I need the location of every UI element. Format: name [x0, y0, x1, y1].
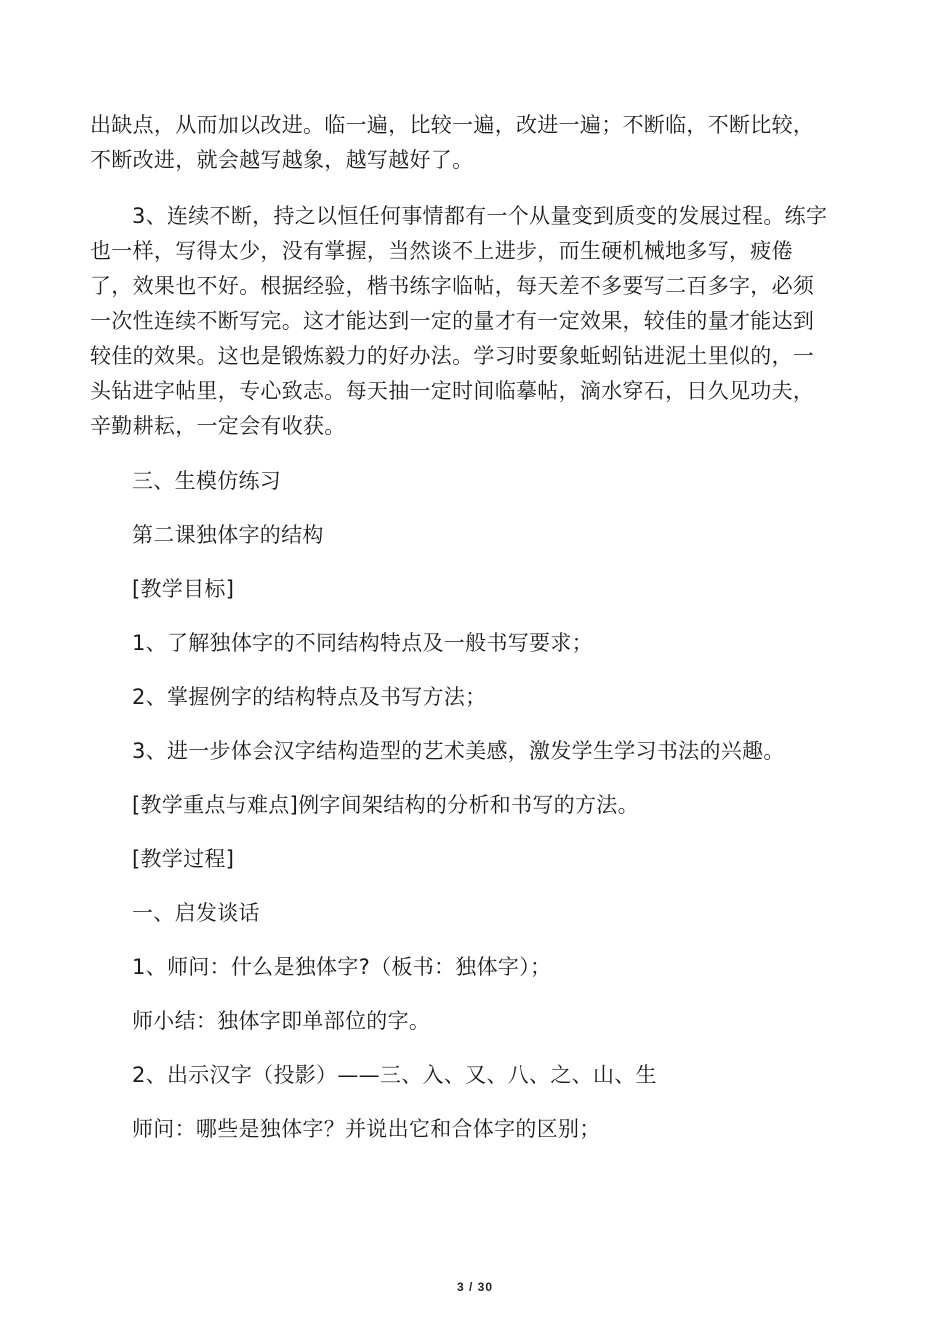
teacher-summary: 师小结：独体字即单部位的字。	[132, 1009, 431, 1033]
text-line: 较佳的效果。这也是锻炼毅力的好办法。学习时要象蚯蚓钻进泥土里似的，一	[90, 344, 815, 368]
teaching-process-heading: [教学过程]	[132, 847, 235, 871]
page-number: 3 / 30	[456, 1280, 494, 1294]
lesson-title: 第二课独体字的结构	[132, 523, 324, 547]
step-heading-1: 一、启发谈话	[132, 901, 260, 925]
text-line: 了，效果也不好。根据经验，楷书练字临帖，每天差不多要写二百多字，必须	[90, 274, 815, 298]
text-line: 一次性连续不断写完。这才能达到一定的量才有一定效果，较佳的量才能达到	[90, 309, 815, 333]
key-points-line: [教学重点与难点]例字间架结构的分析和书写的方法。	[132, 793, 639, 817]
text-line: 头钻进字帖里，专心致志。每天抽一定时间临摹帖，滴水穿石，日久见功夫，	[90, 379, 815, 403]
question-2: 师问：哪些是独体字？并说出它和合体字的区别；	[132, 1117, 601, 1141]
section-heading-imitation: 三、生模仿练习	[132, 469, 282, 493]
paragraph-continued	[90, 108, 862, 178]
text-line: 不断改进，就会越写越象，越写越好了。	[90, 148, 474, 172]
goal-item-1: 1、了解独体字的不同结构特点及一般书写要求；	[132, 631, 593, 655]
document-body	[90, 108, 862, 1147]
goal-item-3: 3、进一步体会汉字结构造型的艺术美感，激发学生学习书法的兴趣。	[132, 739, 785, 763]
goal-item-2: 2、掌握例字的结构特点及书写方法；	[132, 685, 487, 709]
text-line: 也一样，写得太少，没有掌握，当然谈不上进步，而生硬机械地多写，疲倦	[90, 239, 793, 263]
show-characters: 2、出示汉字（投影）——三、入、又、八、之、山、生	[132, 1063, 657, 1087]
teaching-goals-heading: [教学目标]	[132, 577, 235, 601]
text-line: 辛勤耕耘，一定会有收获。	[90, 414, 346, 438]
text-line: 3、连续不断，持之以恒任何事情都有一个从量变到质变的发展过程。练字	[132, 204, 828, 228]
paragraph-persistence	[90, 199, 862, 444]
text-line: 出缺点，从而加以改进。临一遍，比较一遍，改进一遍；不断临，不断比较，	[90, 113, 815, 137]
question-1: 1、师问：什么是独体字?（板书：独体字）；	[132, 955, 552, 979]
